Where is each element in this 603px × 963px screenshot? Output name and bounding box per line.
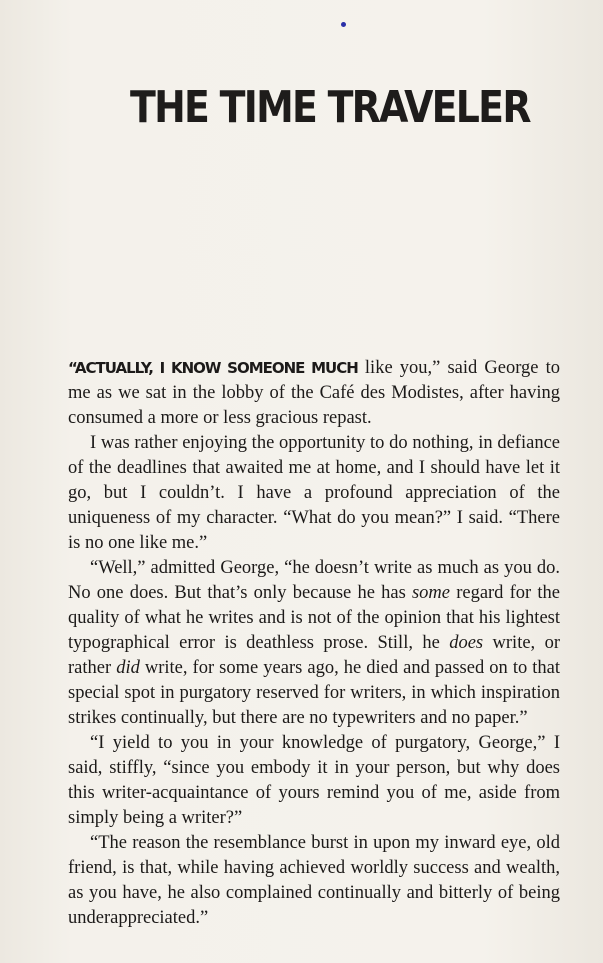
emphasis: did: [116, 658, 140, 678]
chapter-title: THE TIME TRAVELER: [130, 82, 530, 133]
paragraph-3: [68, 556, 560, 731]
paragraph-text: “I yield to you in your knowledge of purgatory, George,” I said, stiffly, “since you embody it in your person, but why does this writer-acquaintance of yours remind you of me, aside from simply being a writer?”: [68, 733, 560, 828]
paragraph-5: [68, 831, 560, 931]
paragraph-text: regard for the quality of what he writes and is not of the opinion that his lightest typographical error is deathless prose. Still, he: [68, 583, 560, 653]
lead-in: “ACTUALLY, I KNOW SOMEONE MUCH: [68, 359, 358, 377]
ink-spot: [341, 22, 346, 27]
paragraph-text: write, or rather: [68, 633, 560, 678]
paragraph-2: [68, 431, 560, 556]
paragraph-text: like you,” said George to me as we sat in the lobby of the Café des Modistes, after having consumed a more or less gracious repast.: [68, 358, 560, 428]
emphasis: does: [449, 633, 484, 653]
paragraph-text: “Well,” admitted George, “he doesn’t write as much as you do. No one does. But that’s only because he has: [68, 558, 560, 603]
paragraph-1: [68, 356, 560, 431]
body-text: [68, 356, 560, 931]
paragraph-text: “The reason the resemblance burst in upon my inward eye, old friend, is that, while having achieved worldly success and wealth, as you have, he also complained continually and bitterly of being underappreciated.”: [68, 833, 560, 928]
paragraph-4: [68, 731, 560, 831]
emphasis: some: [411, 583, 450, 603]
paragraph-text: I was rather enjoying the opportunity to do nothing, in defiance of the deadlines that awaited me at home, and I should have let it go, but I couldn’t. I have a profound appreciation of the uniqueness of my character. “What do you mean?” I said. “There is no one like me.”: [68, 433, 560, 553]
paragraph-text: write, for some years ago, he died and passed on to that special spot in purgatory reserved for writers, in which inspiration strikes continually, but there are no typewriters and no paper.”: [68, 658, 560, 728]
